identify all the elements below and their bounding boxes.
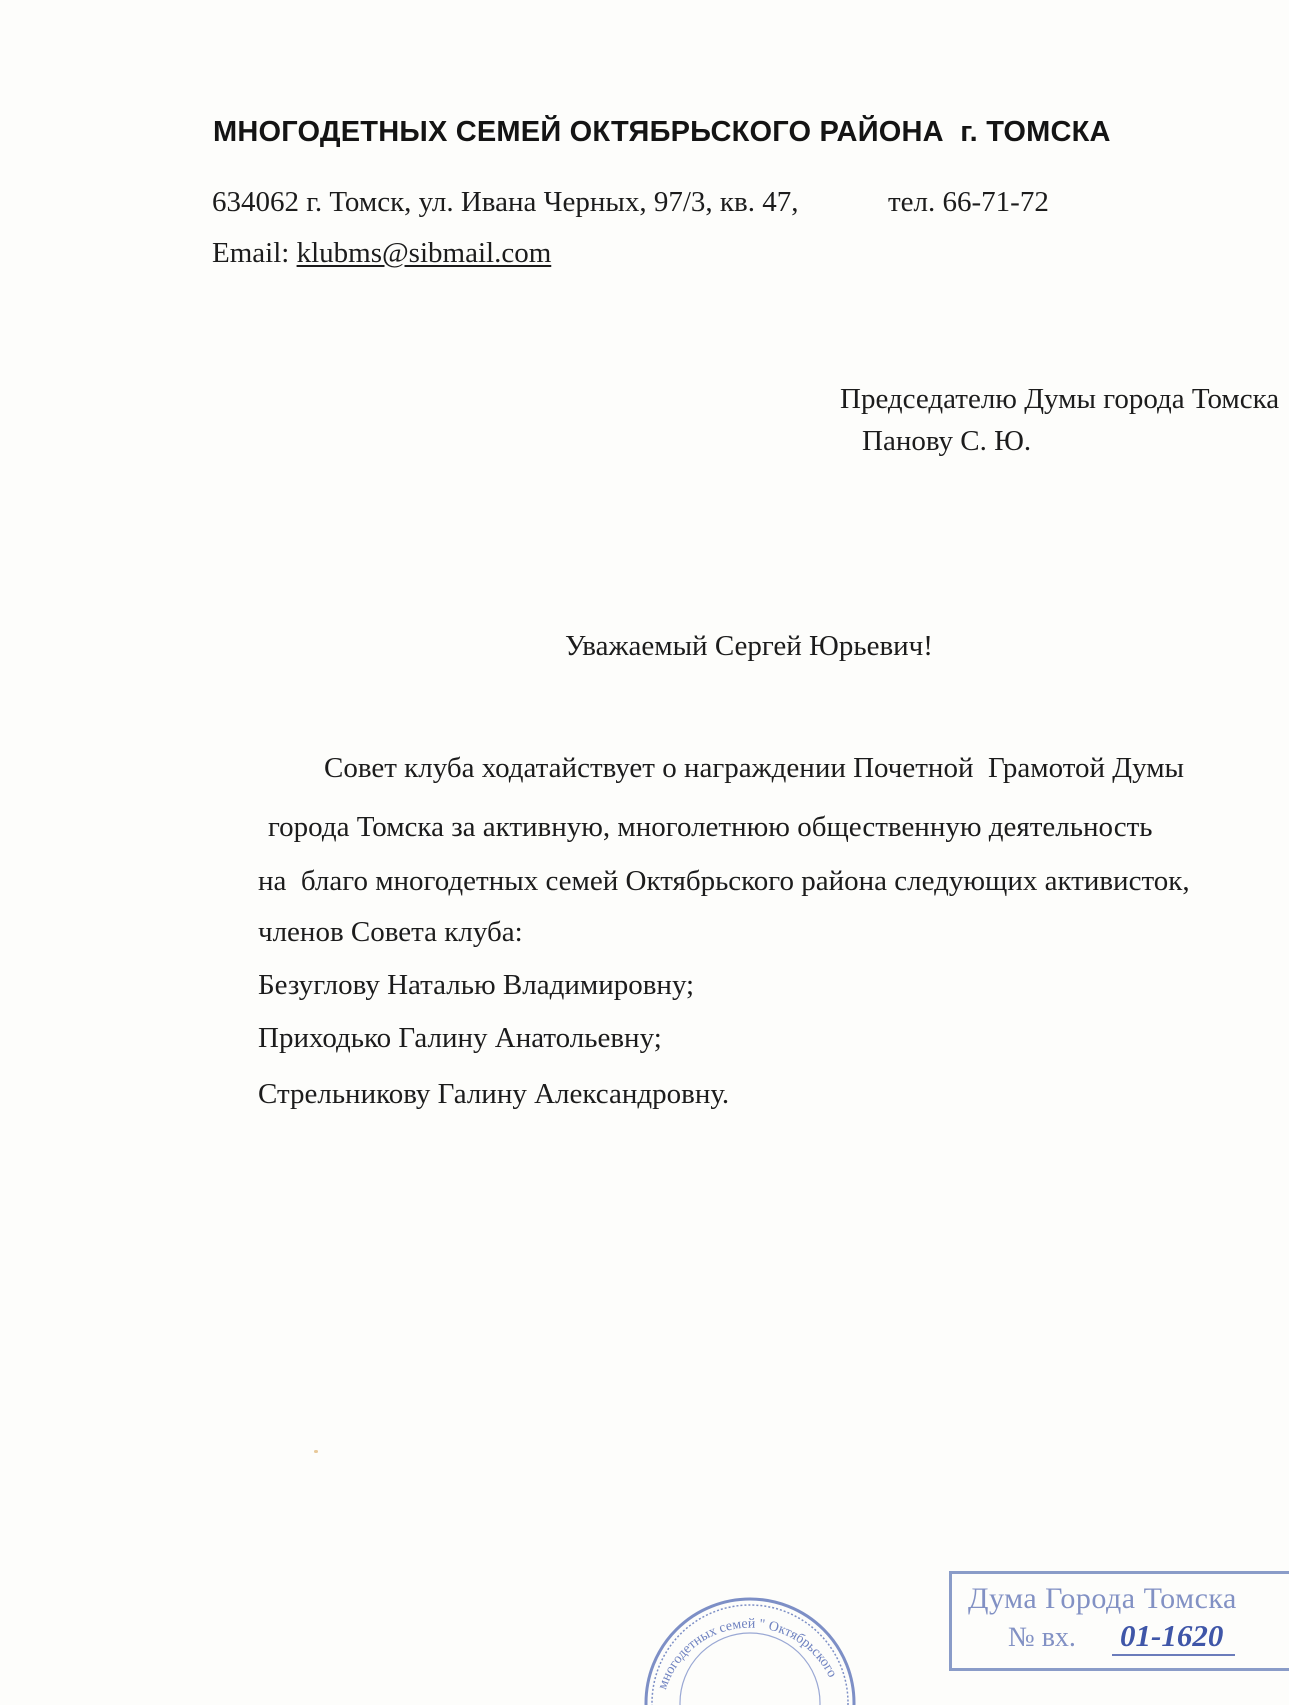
address-line: 634062 г. Томск, ул. Ивана Черных, 97/3, кв. 47,: [212, 186, 799, 218]
body-line: Совет клуба ходатайствует о награждении Почетной Грамотой Думы: [324, 752, 1185, 784]
registration-stamp-title: Дума Города Томска: [968, 1582, 1237, 1615]
phone-number: тел. 66-71-72: [888, 186, 1049, 218]
registration-stamp: [949, 1571, 1289, 1671]
nominee-item: Безуглову Наталью Владимировну;: [258, 969, 695, 1001]
body-line: членов Совета клуба:: [258, 916, 523, 948]
body-line: на благо многодетных семей Октябрьского района следующих активисток,: [258, 865, 1190, 897]
seal-text: многодетных семей " Октябрьского: [655, 1616, 840, 1692]
email-link[interactable]: klubms@sibmail.com: [296, 237, 552, 269]
salutation: Уважаемый Сергей Юрьевич!: [565, 630, 933, 662]
organization-seal-icon: [640, 1585, 860, 1705]
nominee-item: Стрельникову Галину Александровну.: [258, 1078, 730, 1110]
addressee-title: Председателю Думы города Томска: [840, 383, 1280, 415]
body-line: города Томска за активную, многолетнюю общественную деятельность: [268, 811, 1153, 843]
registration-number-label: № вх.: [1008, 1622, 1076, 1653]
email-label: Email:: [212, 237, 297, 269]
addressee-name: Панову С. Ю.: [862, 425, 1032, 457]
email-line: [212, 237, 551, 270]
registration-number: 01-1620: [1112, 1618, 1235, 1656]
nominee-item: Приходько Галину Анатольевну;: [258, 1022, 662, 1054]
paper-speck: [314, 1450, 318, 1453]
organization-title: МНОГОДЕТНЫХ СЕМЕЙ ОКТЯБРЬСКОГО РАЙОНА г. ТОМСКА: [213, 116, 1111, 148]
